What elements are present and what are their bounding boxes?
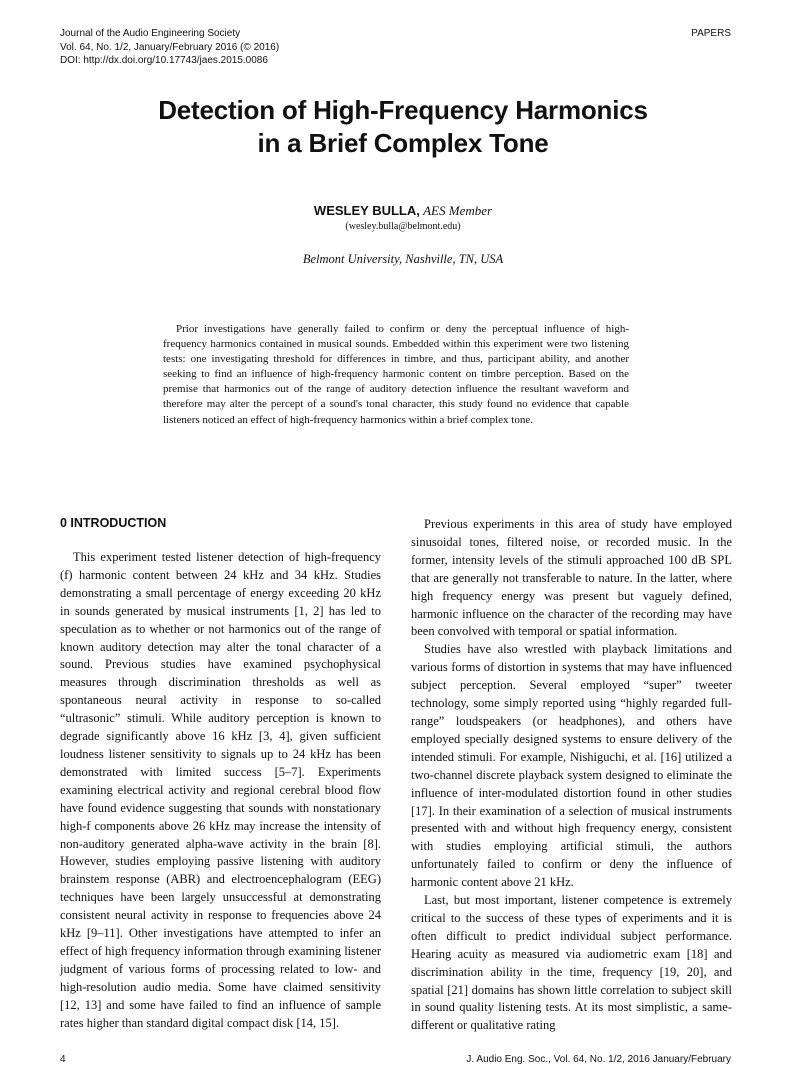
author-email: (wesley.bulla@belmont.edu) bbox=[345, 221, 461, 232]
page-number: 4 bbox=[60, 1054, 66, 1065]
body-paragraph: Last, but most important, listener competence is extremely critical to the success of these types of experiments and it is often difficult to predict individual subject performance. Hearing acuity as measured via audiometric exam [18] and discrimination ability in the time, frequency [19, 20], and spatial [21] domains has shown little correlation to subject skill in sound quality listening tests. At its most simplistic, a same-different or qualitative rating bbox=[411, 893, 732, 1033]
body-paragraph: Studies have also wrestled with playback limitations and various forms of distortion in systems that may have influenced subject perception. Several employed “super” tweeter technology, some simply reported using “highly regarded full-range” loudspeakers (or headphones), and others have employed specially designed systems to ensure delivery of the intended stimuli. For example, Nishiguchi, et al. [16] utilized a two-channel discrete playback system designed to eliminate the influence of inter-modulated distortion found in other studies [17]. In their examination of a selection of musical instruments presented with and without high frequency energy, consistent with studies employing artificial stimuli, the authors unfortunately failed to confirm or deny the influence of harmonic content above 21 kHz. bbox=[411, 642, 732, 890]
body-column-right bbox=[411, 516, 732, 1035]
body-paragraph: Previous experiments in this area of study have employed sinusoidal tones, filtered noise, or recorded music. In the former, intensity levels of the stimuli approached 100 dB SPL that are generally not transferable to nature. In the latter, where high frequency energy was present but vaguely defined, harmonic influence on the character of the recording may have been convolved with temporal or spatial information. bbox=[411, 517, 732, 639]
body-paragraph: This experiment tested listener detection of high-frequency (f) harmonic content between 24 kHz and 34 kHz. Studies demonstrating a small percentage of energy exceeding 20 kHz in sounds generated by musical instruments [1, 2] has led to speculation as to whether or not harmonics out of the range of known auditory detection may alter the tonal character of a sound. Previous studies have examined psychophysical measures through discrimination thresholds as well as spontaneous neural activity in response to so-called “ultrasonic” stimuli. While auditory perception is known to degrade significantly above 16 kHz [3, 4], given sufficient loudness listener sensitivity to signals up to 24 kHz has been demonstrated with limited success [5–7]. Experiments examining electrical activity and regional cerebral blood flow have found evidence suggesting that sounds with nonstationary high-f components above 26 kHz may increase the intensity of non-auditory generated alpha-wave activity in the brain [8]. However, studies employing passive listening with auditory brainstem response (ABR) and electroencephalogram (EEG) techniques have been largely unsuccessful at demonstrating consistent neural activity in response to frequencies above 24 kHz [9–11]. Other investigations have attempted to infer an effect of high frequency information through examining listener judgment of various forms of processing related to low- and high-resolution audio media. Some have claimed sensitivity [12, 13] and some have failed to find an influence of sample rates higher than standard digital compact disk [14, 15]. bbox=[60, 550, 381, 1030]
paper-title-line-2: in a Brief Complex Tone bbox=[257, 128, 549, 158]
journal-volume: Vol. 64, No. 1/2, January/February 2016 (© 2016) bbox=[60, 41, 280, 53]
author-line bbox=[0, 203, 806, 219]
journal-header bbox=[60, 27, 279, 68]
author-membership: AES Member bbox=[423, 203, 493, 218]
journal-doi: DOI: http://dx.doi.org/10.17743/jaes.2015.0086 bbox=[60, 55, 268, 66]
abstract: Prior investigations have generally failed to confirm or deny the perceptual influence of high-frequency harmonics contained in musical sounds. Embedded within this experiment were two listening tests: one investigating threshold for differences in timbre, and thus, participant ability, and another seeking to find an influence of high-frequency harmonic content on timbre perception. Based on the premise that harmonics out of the range of auditory detection influence the resultant waveform and therefore may alter the percept of a sound's tonal character, this study found no evidence that capable listeners noticed an effect of high-frequency harmonics within a brief complex tone. bbox=[163, 323, 629, 426]
footer-citation: J. Audio Eng. Soc., Vol. 64, No. 1/2, 2016 January/February bbox=[466, 1054, 731, 1065]
journal-name: Journal of the Audio Engineering Society bbox=[60, 28, 241, 39]
paper-title-line-1: Detection of High-Frequency Harmonics bbox=[158, 95, 648, 125]
body-column-left bbox=[60, 549, 381, 1032]
section-label: PAPERS bbox=[691, 28, 731, 39]
section-heading: 0 INTRODUCTION bbox=[60, 516, 167, 530]
author-name: WESLEY BULLA, bbox=[313, 203, 420, 218]
author-affiliation: Belmont University, Nashville, TN, USA bbox=[302, 252, 504, 266]
paper-title bbox=[0, 94, 806, 160]
